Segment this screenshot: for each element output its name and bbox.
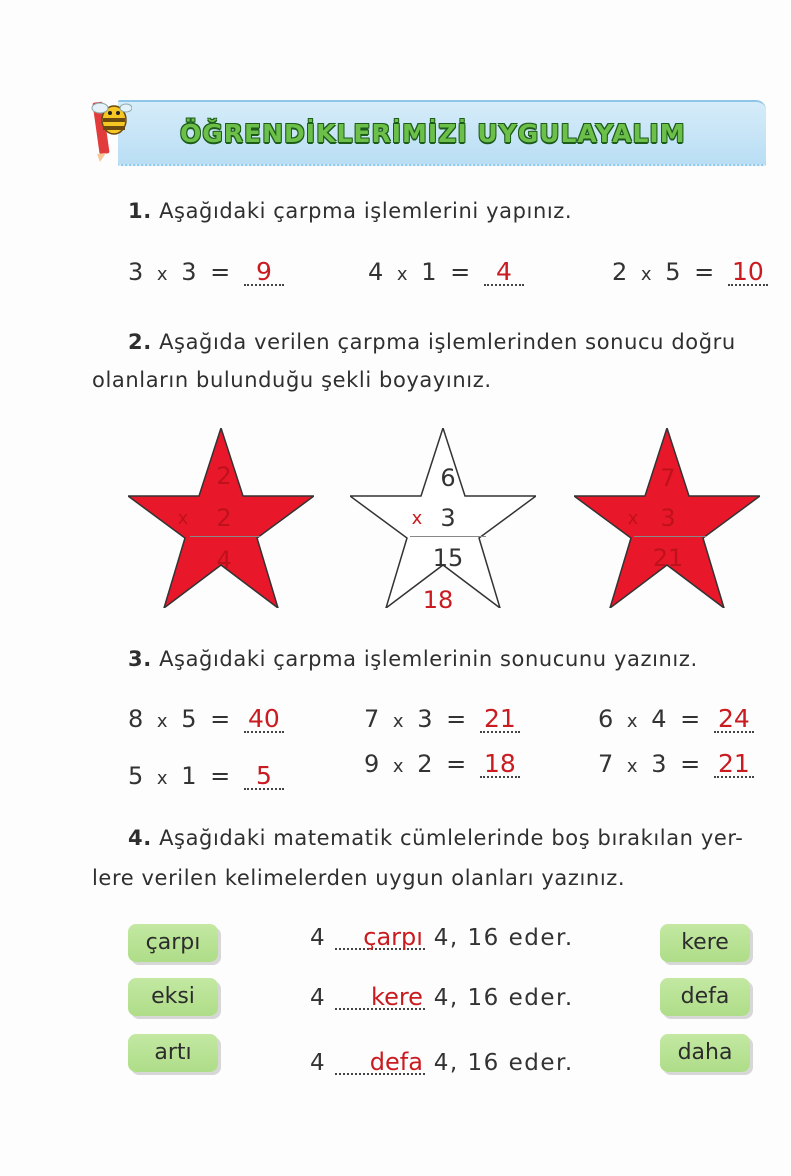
bee-pencil-icon	[88, 98, 132, 162]
star-top: 6	[440, 464, 456, 492]
word-box-arti[interactable]: artı	[128, 1034, 218, 1072]
star-divider	[410, 536, 486, 537]
operand: 3	[181, 258, 200, 286]
star-result: 15	[432, 544, 464, 572]
q3-item-4	[128, 762, 284, 790]
q1-item-2	[368, 258, 524, 286]
answer-blank[interactable]: 40	[244, 707, 284, 733]
q3-item-2	[364, 705, 520, 733]
answer-blank[interactable]: 21	[714, 752, 754, 778]
q3-item-3	[598, 705, 754, 733]
star-operator: x	[627, 508, 639, 529]
q4-sentence-2	[310, 985, 574, 1011]
word-box-eksi[interactable]: eksi	[128, 978, 218, 1016]
operand: 5	[665, 258, 684, 286]
operator: x	[626, 711, 641, 732]
operand: 5	[128, 762, 147, 790]
q3-text: Aşağıdaki çarpma işlemlerinin sonucunu yazınız.	[159, 647, 698, 671]
star-bottom: 3	[660, 504, 676, 532]
star-2[interactable]	[350, 428, 536, 614]
page-title: ÖĞRENDİKLERİMİZİ UYGULAYALIM	[180, 119, 686, 148]
q4-text: Aşağıdaki matematik cümlelerinde boş bırakılan yer-	[159, 826, 744, 850]
star-top: 2	[216, 462, 232, 490]
star-result: 21	[652, 544, 684, 572]
equals: =	[210, 258, 234, 286]
star-1[interactable]	[128, 428, 314, 608]
q1-text: Aşağıdaki çarpma işlemlerini yapınız.	[159, 199, 573, 223]
q4-sentence-3	[310, 1050, 574, 1076]
equals: =	[446, 750, 470, 778]
q1-prompt	[128, 199, 572, 223]
answer-blank[interactable]: 24	[714, 707, 754, 733]
q1-item-3	[612, 258, 768, 286]
operand: 3	[651, 750, 670, 778]
star-divider	[634, 536, 706, 537]
equals: =	[450, 258, 474, 286]
operator: x	[392, 756, 407, 777]
star-correction: 18	[422, 586, 454, 614]
q3-item-1	[128, 705, 284, 733]
word-box-kere[interactable]: kere	[660, 924, 750, 962]
operator: x	[156, 768, 171, 789]
equals: =	[210, 705, 234, 733]
q3-number: 3.	[128, 647, 152, 671]
operand: 3	[128, 258, 147, 286]
q4-number: 4.	[128, 826, 152, 850]
answer-blank[interactable]: 9	[244, 260, 284, 286]
answer-blank[interactable]: 5	[244, 764, 284, 790]
q3-prompt	[128, 647, 698, 671]
star-3[interactable]	[574, 428, 760, 608]
sentence-end: 4, 16 eder.	[433, 925, 574, 951]
equals: =	[210, 762, 234, 790]
word-box-carpi[interactable]: çarpı	[128, 924, 218, 962]
operand: 7	[598, 750, 617, 778]
q2-number: 2.	[128, 330, 152, 354]
operand: 4	[651, 705, 670, 733]
operand: 4	[368, 258, 387, 286]
star-operator: x	[177, 508, 189, 529]
equals: =	[446, 705, 470, 733]
operator: x	[396, 264, 411, 285]
equals: =	[694, 258, 718, 286]
sentence-end: 4, 16 eder.	[433, 1050, 574, 1076]
star-operator: x	[411, 508, 423, 529]
sentence-blank[interactable]: kere	[335, 986, 425, 1010]
q4-prompt-line1	[128, 826, 743, 850]
q4-sentence-1	[310, 925, 574, 951]
operand: 2	[417, 750, 436, 778]
sentence-blank[interactable]: defa	[335, 1051, 425, 1075]
answer-blank[interactable]: 21	[480, 707, 520, 733]
operand: 2	[612, 258, 631, 286]
star-bottom: 3	[440, 504, 456, 532]
star-top: 7	[660, 464, 676, 492]
operator: x	[640, 264, 655, 285]
q2-prompt-line2: olanların bulunduğu şekli boyayınız.	[92, 368, 492, 392]
operand: 1	[181, 762, 200, 790]
q3-item-5	[364, 750, 520, 778]
answer-blank[interactable]: 4	[484, 260, 524, 286]
q4-prompt-line2: lere verilen kelimelerden uygun olanları yazınız.	[92, 866, 626, 890]
sentence-blank[interactable]: çarpı	[335, 926, 425, 950]
word-box-daha[interactable]: daha	[660, 1034, 750, 1072]
sentence-start: 4	[310, 925, 327, 951]
word-box-defa[interactable]: defa	[660, 978, 750, 1016]
operand: 7	[364, 705, 383, 733]
operand: 3	[417, 705, 436, 733]
operator: x	[392, 711, 407, 732]
q3-item-6	[598, 750, 754, 778]
operand: 1	[421, 258, 440, 286]
q2-prompt-line1	[128, 330, 736, 354]
q1-number: 1.	[128, 199, 152, 223]
equals: =	[680, 750, 704, 778]
answer-blank[interactable]: 10	[728, 260, 768, 286]
operand: 9	[364, 750, 383, 778]
operand: 5	[181, 705, 200, 733]
operand: 8	[128, 705, 147, 733]
star-result: 4	[216, 546, 232, 574]
star-bottom: 2	[216, 504, 232, 532]
operator: x	[156, 264, 171, 285]
operator: x	[626, 756, 641, 777]
q1-item-1	[128, 258, 284, 286]
sentence-start: 4	[310, 985, 327, 1011]
answer-blank[interactable]: 18	[480, 752, 520, 778]
operand: 6	[598, 705, 617, 733]
sentence-start: 4	[310, 1050, 327, 1076]
operator: x	[156, 711, 171, 732]
sentence-end: 4, 16 eder.	[433, 985, 574, 1011]
q2-text: Aşağıda verilen çarpma işlemlerinden sonucu doğru	[159, 330, 736, 354]
equals: =	[680, 705, 704, 733]
star-divider	[190, 536, 260, 537]
